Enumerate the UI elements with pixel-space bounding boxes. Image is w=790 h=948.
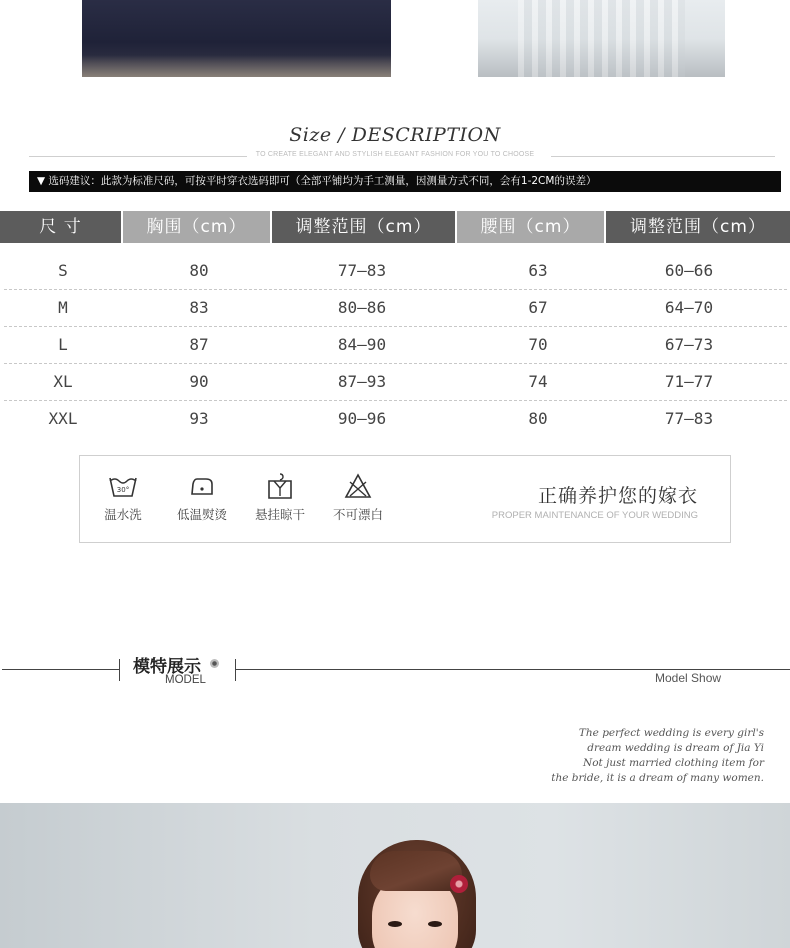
table-row (4, 364, 787, 401)
cell-bust: 80 (189, 261, 209, 280)
care-item-wash (88, 472, 158, 523)
svg-text:30°: 30° (116, 486, 130, 494)
cell-waist-range: 77—83 (664, 409, 714, 428)
size-advice-notice: ▼ 选码建议：此款为标准尺码，可按平时穿衣选码即可（全部平铺均为手工测量，因测量方式不同，会有1-2CM的误差） (29, 171, 781, 192)
care-label-wash: 温水洗 (104, 507, 142, 522)
cell-size: L (58, 335, 68, 354)
no-bleach-icon (342, 472, 374, 500)
cell-bust-range: 87—93 (337, 372, 387, 391)
low-iron-icon (186, 472, 218, 500)
wedding-poem (500, 726, 764, 786)
care-item-bleach (323, 472, 393, 523)
cell-bust-range: 80—86 (337, 298, 387, 317)
care-item-iron (167, 472, 237, 523)
care-label-hang: 悬挂晾干 (254, 507, 305, 522)
model-eye-right (428, 921, 442, 927)
cell-waist-range: 64—70 (664, 298, 714, 317)
model-show-line-right (235, 669, 790, 670)
cell-waist-range: 60—66 (664, 261, 714, 280)
header-bust-range: 调整范围（cm） (272, 211, 455, 243)
description-subtitle: TO CREATE ELEGANT AND STYLISH ELEGANT FASHION FOR YOU TO CHOOSE (255, 151, 535, 158)
cell-waist: 80 (528, 409, 548, 428)
description-title: Size / DESCRIPTION (289, 124, 501, 146)
model-bangs (370, 851, 462, 891)
care-item-hang (245, 472, 315, 523)
hair-flower-icon (450, 875, 468, 893)
table-row (4, 253, 787, 290)
cell-waist: 63 (528, 261, 548, 280)
header-size: 尺 寸 (0, 211, 121, 243)
bullet-dot-icon (210, 659, 219, 668)
model-show-line-left (2, 669, 119, 670)
cell-bust: 90 (189, 372, 209, 391)
wash-30-icon (107, 472, 139, 500)
cell-bust: 83 (189, 298, 209, 317)
model-show-tick-left (119, 659, 120, 681)
cell-bust-range: 90—96 (337, 409, 387, 428)
poem-line: Not just married clothing item for (583, 757, 764, 769)
poem-line: dream wedding is dream of Jia Yi (587, 742, 764, 754)
model-show-tick-right (235, 659, 236, 681)
cell-size: S (58, 261, 68, 280)
care-label-iron: 低温熨烫 (176, 507, 227, 522)
cell-waist: 70 (528, 335, 548, 354)
white-dress-photo (478, 0, 725, 77)
care-label-bleach: 不可漂白 (332, 507, 383, 522)
poem-line: The perfect wedding is every girl's (578, 727, 764, 739)
size-table-header (0, 211, 790, 243)
model-show-title: 模特展示 (133, 657, 201, 677)
cell-bust-range: 77—83 (337, 261, 387, 280)
model-show-right-label: Model Show (655, 671, 722, 685)
cell-waist: 67 (528, 298, 548, 317)
cell-size: XL (53, 372, 73, 391)
cell-size: M (58, 298, 68, 317)
cell-waist-range: 71—77 (664, 372, 714, 391)
cell-bust: 93 (189, 409, 209, 428)
table-row (4, 401, 787, 438)
table-row (4, 290, 787, 327)
cell-bust: 87 (189, 335, 209, 354)
care-title: 正确养护您的嫁衣 (537, 485, 698, 507)
poem-line: the bride, it is a dream of many women. (551, 772, 764, 784)
header-waist: 腰围（cm） (457, 211, 604, 243)
hang-dry-icon (264, 472, 296, 500)
header-bust: 胸围（cm） (123, 211, 270, 243)
cell-waist: 74 (528, 372, 548, 391)
cell-bust-range: 84—90 (337, 335, 387, 354)
care-instructions-box (79, 455, 731, 543)
model-show-subtitle: MODEL (165, 674, 206, 686)
table-row (4, 327, 787, 364)
model-eye-left (388, 921, 402, 927)
navy-dress-photo (82, 0, 391, 77)
cell-waist-range: 67—73 (664, 335, 714, 354)
care-subtitle: PROPER MAINTENANCE OF YOUR WEDDING (491, 510, 698, 521)
cell-size: XXL (48, 409, 78, 428)
model-photo (0, 803, 790, 948)
header-waist-range: 调整范围（cm） (606, 211, 790, 243)
